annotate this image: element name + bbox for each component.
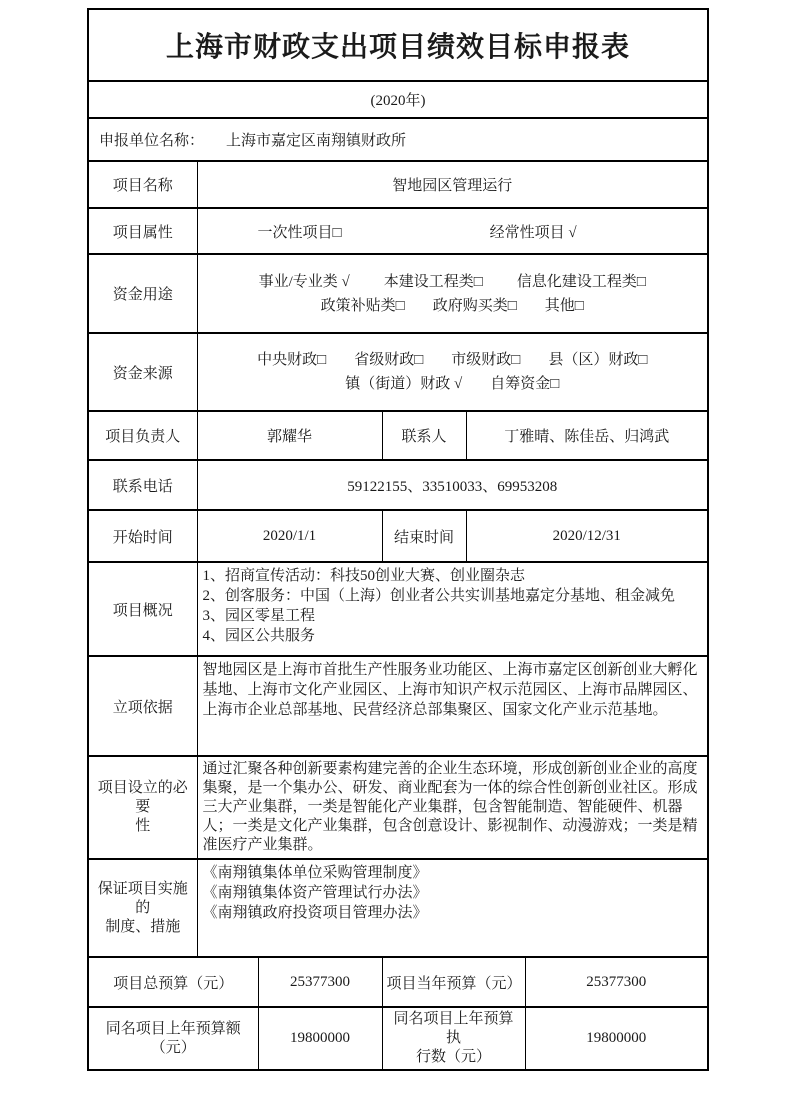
leader-value: 郭耀华	[197, 411, 382, 460]
measures-label-line2: 制度、措施	[105, 918, 181, 935]
attribute-row	[88, 208, 708, 254]
fund-use-option-professional: 事业/专业类 √	[258, 273, 350, 290]
phone-row	[88, 460, 708, 510]
overview-line-1: 1、招商宣传活动：科技50创业大赛、创业圈杂志	[202, 568, 526, 584]
fund-use-option-subsidy: 政策补贴类□	[320, 297, 405, 314]
overview-line-3: 3、园区零星工程	[202, 608, 316, 624]
project-name-label: 项目名称	[88, 161, 197, 208]
fund-use-line1	[202, 270, 704, 294]
measures-text	[197, 859, 708, 957]
attribute-option-onetime: 一次性项目□	[257, 224, 342, 241]
end-date-label: 结束时间	[382, 510, 466, 562]
necessity-label	[88, 756, 197, 859]
dates-row	[88, 510, 708, 562]
overview-row	[88, 562, 708, 656]
fund-use-option-it-construction: 信息化建设工程类□	[516, 273, 646, 290]
attribute-option-recurrent: 经常性项目 √	[489, 224, 577, 241]
start-date-label: 开始时间	[88, 510, 197, 562]
fund-source-row	[88, 333, 708, 411]
attribute-label: 项目属性	[88, 208, 197, 254]
project-name-row	[88, 161, 708, 208]
budget-row	[88, 957, 708, 1007]
fund-use-option-other: 其他□	[544, 297, 584, 314]
fund-source-option-self-raised: 自筹资金□	[490, 376, 560, 392]
fund-use-row	[88, 254, 708, 333]
fund-source-option-provincial: 省级财政□	[354, 352, 424, 368]
fund-source-option-municipal: 市级财政□	[451, 352, 521, 368]
total-budget-value: 25377300	[258, 957, 382, 1007]
phone-value: 59122155、33510033、69953208	[197, 460, 708, 510]
title-row	[88, 9, 708, 81]
necessity-row	[88, 756, 708, 859]
declaration-table	[87, 8, 709, 1071]
necessity-label-line1: 项目设立的必要	[97, 780, 188, 815]
applicant-row	[88, 118, 708, 161]
applicant-value: 上海市嘉定区南翔镇财政所	[226, 133, 407, 149]
page-title: 上海市财政支出项目绩效目标申报表	[88, 9, 708, 81]
leader-row	[88, 411, 708, 460]
year-budget-label: 项目当年预算（元）	[382, 957, 525, 1007]
necessity-label-line2: 性	[135, 818, 151, 834]
project-name-value: 智地园区管理运行	[197, 161, 708, 208]
phone-label: 联系电话	[88, 460, 197, 510]
fund-source-option-county: 县（区）财政□	[548, 352, 648, 368]
basis-text: 智地园区是上海市首批生产性服务业功能区、上海市嘉定区创新创业大孵化基地、上海市文化产业园区、上海市知识产权示范园区、上海市品牌园区、上海市企业总部基地、民营经济总部集聚区、国家文化产业示范基地。	[197, 656, 708, 756]
basis-row	[88, 656, 708, 756]
fund-use-line2	[202, 294, 704, 318]
measures-label-line1: 保证项目实施的	[97, 880, 188, 916]
prev-budget-row	[88, 1007, 708, 1070]
fund-source-line1	[202, 348, 704, 372]
fund-source-option-town: 镇（街道）财政 √	[345, 376, 463, 392]
necessity-text: 通过汇聚各种创新要素构建完善的企业生态环境，形成创新创业企业的高度集聚，是一个集办公、研发、商业配套为一体的综合性创新创业社区。形成三大产业集群，一类是智能化产业集群，包含智能制造、智能硬件、机器人；一类是文化产业集群，包含创意设计、影视制作、动漫游戏；一类是精准医疗产业集群。	[197, 756, 708, 859]
overview-line-2: 2、创客服务：中国（上海）创业者公共实训基地嘉定分基地、租金减免	[202, 588, 676, 604]
overview-text	[197, 562, 708, 656]
year-subtitle: (2020年)	[88, 81, 708, 118]
overview-line-4: 4、园区公共服务	[202, 628, 316, 644]
prev-budget-label	[88, 1007, 258, 1070]
fund-use-option-gov-purchase: 政府购买类□	[432, 297, 517, 314]
prev-exec-label-line1: 同名项目上年预算执	[393, 1011, 514, 1046]
prev-exec-label-line2: 行数（元）	[415, 1049, 491, 1065]
attribute-options	[202, 221, 704, 242]
prev-exec-value: 19800000	[525, 1007, 708, 1070]
applicant-label: 申报单位名称：	[99, 133, 205, 149]
measures-line-1: 《南翔镇集体单位采购管理制度》	[202, 865, 428, 881]
fund-source-label: 资金来源	[88, 333, 197, 411]
year-budget-value: 25377300	[525, 957, 708, 1007]
prev-budget-value: 19800000	[258, 1007, 382, 1070]
prev-exec-label	[382, 1007, 525, 1070]
prev-budget-label-line1: 同名项目上年预算额	[105, 1020, 241, 1037]
fund-use-option-construction: 本建设工程类□	[383, 273, 483, 290]
fund-source-option-central: 中央财政□	[257, 352, 327, 368]
basis-label: 立项依据	[88, 656, 197, 756]
measures-row	[88, 859, 708, 957]
measures-label	[88, 859, 197, 957]
fund-use-label: 资金用途	[88, 254, 197, 333]
overview-label: 项目概况	[88, 562, 197, 656]
prev-budget-label-line2: （元）	[150, 1039, 196, 1056]
end-date-value: 2020/12/31	[466, 510, 708, 562]
start-date-value: 2020/1/1	[197, 510, 382, 562]
year-row	[88, 81, 708, 118]
contact-label: 联系人	[382, 411, 466, 460]
measures-line-3: 《南翔镇政府投资项目管理办法》	[202, 905, 428, 921]
total-budget-label: 项目总预算（元）	[88, 957, 258, 1007]
fund-source-line2	[202, 372, 704, 396]
measures-line-2: 《南翔镇集体资产管理试行办法》	[202, 885, 428, 901]
contact-value: 丁雅晴、陈佳岳、归鸿武	[466, 411, 708, 460]
leader-label: 项目负责人	[88, 411, 197, 460]
